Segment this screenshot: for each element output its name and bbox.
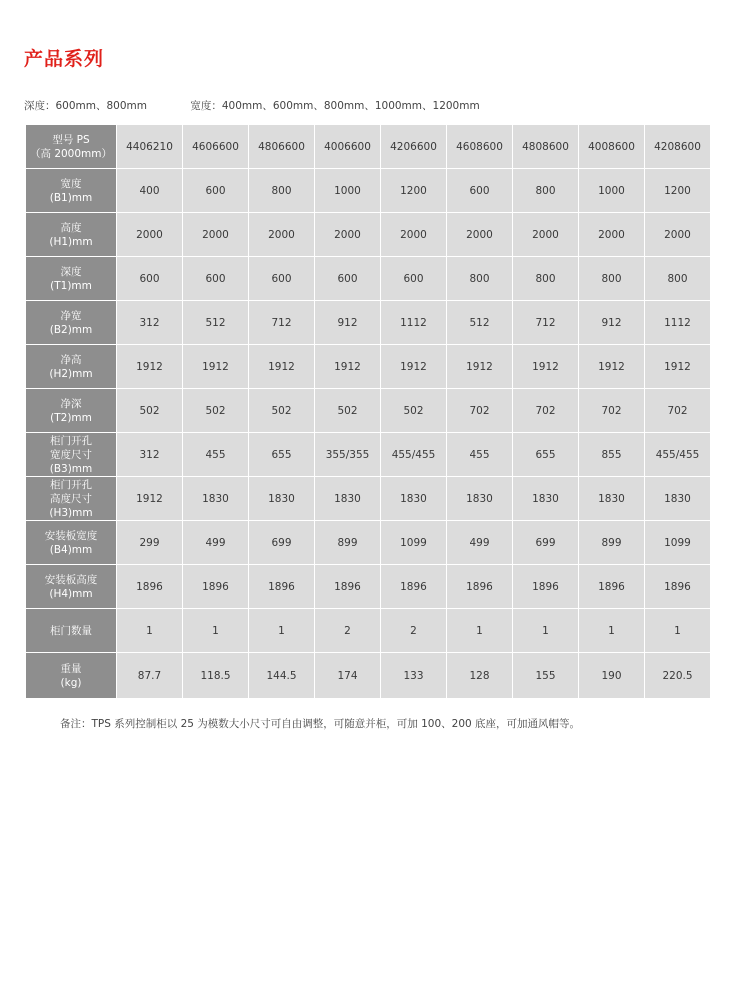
row-header-line: 高度尺寸: [50, 492, 92, 505]
table-cell: 912: [315, 301, 381, 345]
row-header: [26, 653, 117, 699]
table-cell: 1896: [315, 565, 381, 609]
table-row: [26, 609, 711, 653]
table-cell: 1: [513, 609, 579, 653]
row-header-line: (H3)mm: [49, 506, 93, 519]
table-cell: 4806600: [249, 125, 315, 169]
row-header-line: 重量: [60, 662, 82, 675]
table-row: [26, 345, 711, 389]
table-cell: 220.5: [645, 653, 711, 699]
table-cell: 4608600: [447, 125, 513, 169]
row-header: [26, 125, 117, 169]
row-header: [26, 521, 117, 565]
table-cell: 2000: [315, 213, 381, 257]
table-cell: 702: [513, 389, 579, 433]
table-cell: 1830: [315, 477, 381, 521]
table-cell: 1830: [183, 477, 249, 521]
row-header-line: 深度: [60, 265, 82, 278]
row-header: [26, 565, 117, 609]
row-header-line: (B2)mm: [49, 323, 93, 336]
table-cell: 455/455: [645, 433, 711, 477]
row-header-line: 净宽: [60, 309, 82, 322]
row-header-line: (B1)mm: [49, 191, 93, 204]
row-header-line: 宽度尺寸: [50, 448, 92, 461]
table-cell: 502: [249, 389, 315, 433]
table-cell: 502: [183, 389, 249, 433]
spec-summary: [24, 98, 480, 113]
table-cell: 4008600: [579, 125, 645, 169]
table-cell: 1099: [381, 521, 447, 565]
table-cell: 899: [315, 521, 381, 565]
table-cell: 655: [249, 433, 315, 477]
table-cell: 1912: [579, 345, 645, 389]
row-header-line: 宽度: [60, 177, 82, 190]
table-cell: 499: [183, 521, 249, 565]
table-cell: 2000: [117, 213, 183, 257]
table-cell: 1099: [645, 521, 711, 565]
row-header-line: (B3)mm: [49, 462, 93, 475]
row-header-line: (H1)mm: [49, 235, 93, 248]
table-cell: 1000: [579, 169, 645, 213]
table-cell: 4406210: [117, 125, 183, 169]
table-cell: 712: [249, 301, 315, 345]
table-cell: 1830: [645, 477, 711, 521]
table-cell: 600: [183, 169, 249, 213]
table-cell: 312: [117, 301, 183, 345]
table-cell: 1112: [381, 301, 447, 345]
table-cell: 2000: [447, 213, 513, 257]
table-row: [26, 477, 711, 521]
table-cell: 455/455: [381, 433, 447, 477]
row-header: [26, 477, 117, 521]
row-header-line: 柜门开孔: [50, 434, 92, 447]
row-header-line: 安装板高度: [44, 573, 98, 586]
table-cell: 702: [645, 389, 711, 433]
row-header-line: (T2)mm: [50, 411, 92, 424]
table-cell: 600: [117, 257, 183, 301]
table-cell: 1912: [645, 345, 711, 389]
table-cell: 1: [447, 609, 513, 653]
table-cell: 1912: [381, 345, 447, 389]
row-header: [26, 169, 117, 213]
table-cell: 1896: [183, 565, 249, 609]
table-cell: 2000: [513, 213, 579, 257]
table-cell: 702: [447, 389, 513, 433]
table-cell: 1912: [183, 345, 249, 389]
table-cell: 1912: [315, 345, 381, 389]
table-cell: 1830: [513, 477, 579, 521]
table-row: [26, 169, 711, 213]
table-row: [26, 213, 711, 257]
table-cell: 1000: [315, 169, 381, 213]
row-header-line: 净高: [60, 353, 82, 366]
table-cell: 512: [183, 301, 249, 345]
table-cell: 502: [117, 389, 183, 433]
table-cell: 1896: [447, 565, 513, 609]
table-cell: 855: [579, 433, 645, 477]
row-header-line: (H2)mm: [49, 367, 93, 380]
table-cell: 1: [183, 609, 249, 653]
table-cell: 1830: [447, 477, 513, 521]
spec-table: [25, 124, 711, 699]
table-cell: 502: [315, 389, 381, 433]
row-header: [26, 433, 117, 477]
table-cell: 4606600: [183, 125, 249, 169]
table-cell: 1912: [447, 345, 513, 389]
table-cell: 312: [117, 433, 183, 477]
row-header: [26, 609, 117, 653]
row-header: [26, 389, 117, 433]
table-cell: 1830: [249, 477, 315, 521]
table-cell: 2: [381, 609, 447, 653]
width-options: 宽度：400mm、600mm、800mm、1000mm、1200mm: [190, 100, 480, 112]
table-cell: 144.5: [249, 653, 315, 699]
table-cell: 499: [447, 521, 513, 565]
table-row: [26, 433, 711, 477]
table-cell: 355/355: [315, 433, 381, 477]
table-cell: 1912: [249, 345, 315, 389]
table-cell: 502: [381, 389, 447, 433]
table-cell: 712: [513, 301, 579, 345]
table-cell: 600: [381, 257, 447, 301]
table-cell: 912: [579, 301, 645, 345]
row-header-line: 安装板宽度: [44, 529, 98, 542]
table-cell: 1: [249, 609, 315, 653]
page-title: 产品系列: [24, 48, 105, 70]
table-cell: 4808600: [513, 125, 579, 169]
table-cell: 655: [513, 433, 579, 477]
table-cell: 800: [447, 257, 513, 301]
table-cell: 2000: [183, 213, 249, 257]
table-cell: 1896: [249, 565, 315, 609]
row-header: [26, 213, 117, 257]
table-cell: 2000: [381, 213, 447, 257]
table-cell: 1896: [513, 565, 579, 609]
table-row: [26, 125, 711, 169]
table-cell: 800: [513, 257, 579, 301]
table-cell: 2000: [579, 213, 645, 257]
table-cell: 133: [381, 653, 447, 699]
table-cell: 800: [513, 169, 579, 213]
table-cell: 1200: [645, 169, 711, 213]
table-row: [26, 257, 711, 301]
row-header-line: (B4)mm: [49, 543, 93, 556]
table-cell: 1830: [381, 477, 447, 521]
row-header-line: 型号 PS: [52, 133, 90, 146]
table-cell: 1: [645, 609, 711, 653]
table-cell: 128: [447, 653, 513, 699]
depth-options: 深度：600mm、800mm: [24, 100, 147, 112]
row-header: [26, 301, 117, 345]
table-cell: 2000: [645, 213, 711, 257]
table-cell: 174: [315, 653, 381, 699]
table-row: [26, 653, 711, 699]
table-cell: 4208600: [645, 125, 711, 169]
table-cell: 455: [447, 433, 513, 477]
row-header-line: （高 2000mm）: [29, 147, 113, 160]
table-cell: 1: [117, 609, 183, 653]
row-header: [26, 345, 117, 389]
table-cell: 800: [645, 257, 711, 301]
table-cell: 1: [579, 609, 645, 653]
table-cell: 1912: [117, 345, 183, 389]
row-header-line: (H4)mm: [49, 587, 93, 600]
table-cell: 190: [579, 653, 645, 699]
table-cell: 699: [249, 521, 315, 565]
table-cell: 2: [315, 609, 381, 653]
table-cell: 600: [249, 257, 315, 301]
table-cell: 155: [513, 653, 579, 699]
row-header: [26, 257, 117, 301]
table-cell: 4006600: [315, 125, 381, 169]
table-cell: 800: [249, 169, 315, 213]
table-row: [26, 521, 711, 565]
table-cell: 600: [447, 169, 513, 213]
row-header-line: (T1)mm: [50, 279, 92, 292]
table-cell: 1912: [513, 345, 579, 389]
table-cell: 118.5: [183, 653, 249, 699]
row-header-line: (kg): [60, 676, 82, 689]
row-header-line: 柜门开孔: [50, 478, 92, 491]
table-row: [26, 565, 711, 609]
table-cell: 600: [315, 257, 381, 301]
table-cell: 899: [579, 521, 645, 565]
table-cell: 400: [117, 169, 183, 213]
table-cell: 1830: [579, 477, 645, 521]
table-cell: 455: [183, 433, 249, 477]
table-cell: 299: [117, 521, 183, 565]
table-cell: 1896: [117, 565, 183, 609]
table-cell: 4206600: [381, 125, 447, 169]
table-cell: 702: [579, 389, 645, 433]
table-cell: 87.7: [117, 653, 183, 699]
table-cell: 800: [579, 257, 645, 301]
footnote: 备注：TPS 系列控制柜以 25 为模数大小尺寸可自由调整，可随意并柜，可加 100、200 底座，可加通风帽等。: [60, 718, 581, 730]
table-cell: 1200: [381, 169, 447, 213]
row-header-line: 高度: [60, 221, 82, 234]
table-cell: 1896: [645, 565, 711, 609]
table-row: [26, 301, 711, 345]
table-cell: 2000: [249, 213, 315, 257]
table-cell: 1912: [117, 477, 183, 521]
table-cell: 699: [513, 521, 579, 565]
table-row: [26, 389, 711, 433]
row-header-line: 净深: [60, 397, 82, 410]
table-cell: 512: [447, 301, 513, 345]
table-cell: 600: [183, 257, 249, 301]
table-cell: 1896: [579, 565, 645, 609]
table-cell: 1112: [645, 301, 711, 345]
row-header-line: 柜门数量: [50, 624, 92, 637]
table-cell: 1896: [381, 565, 447, 609]
